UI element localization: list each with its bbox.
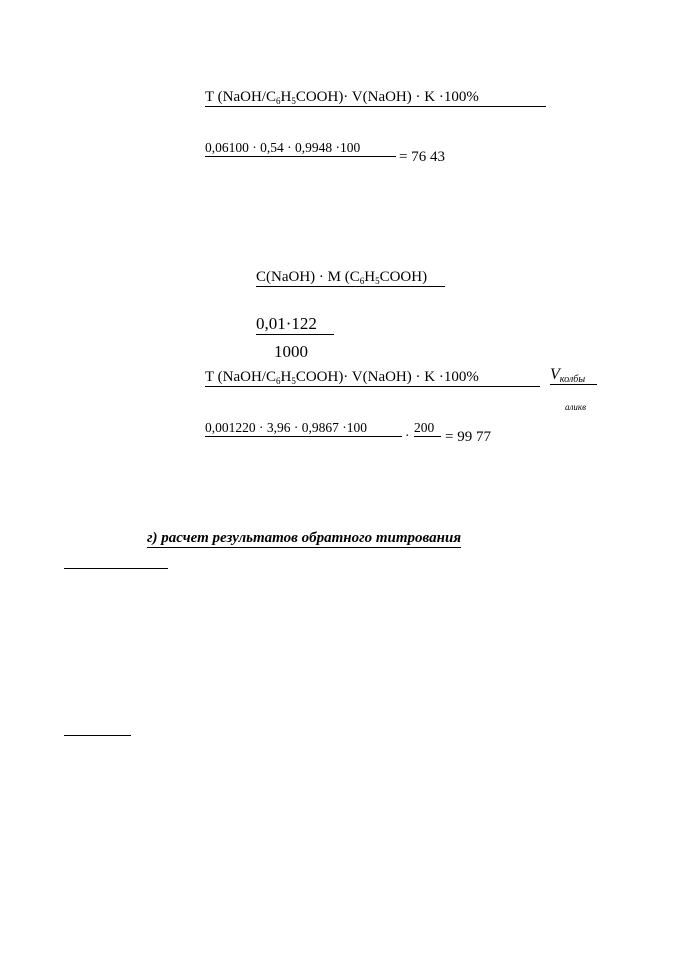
formula2-numerator: 0,01·122 — [256, 314, 334, 335]
blank-rule-2 — [64, 735, 131, 736]
volume-symbol: V — [550, 366, 560, 383]
formula1-calculation: 0,06100 · 0,54 · 0,9948 ·100 — [205, 140, 396, 157]
aliquot-label: аликв — [565, 402, 587, 412]
dilution-numerator: 200 — [414, 420, 441, 437]
formula1-numerator — [205, 88, 546, 107]
formula2-expression — [256, 268, 445, 287]
formula3-rest: COOH)· V(NaOH) · K ·100% — [295, 369, 479, 385]
formula2-c-label: C(NaOH) · M (C — [256, 269, 360, 285]
formula3-calculation: 0,001220 · 3,96 · 0,9867 ·100 — [205, 420, 402, 437]
subscript-5: 5 — [375, 276, 380, 286]
formula3-h: H — [280, 369, 292, 385]
flask-volume-fraction — [550, 366, 597, 385]
flask-subscript: колбы — [559, 374, 586, 385]
subscript-6: 6 — [359, 276, 365, 286]
subscript-6: 6 — [275, 376, 281, 386]
section-heading: г) расчет результатов обратного титрования — [147, 530, 462, 546]
subscript-5: 5 — [291, 96, 296, 106]
formula1-t-label: T (NaOH/C — [205, 89, 276, 105]
formula1-rest: COOH)· V(NaOH) · K ·100% — [295, 89, 479, 105]
formula3-numerator — [205, 368, 540, 387]
formula2-h: H — [364, 269, 376, 285]
formula2-rest: COOH) — [379, 269, 428, 285]
subscript-5: 5 — [291, 376, 296, 386]
formula2-denominator: 1000 — [274, 342, 308, 361]
formula1-result: = 76 43 — [399, 149, 445, 165]
formula3-t-label: T (NaOH/C — [205, 369, 276, 385]
formula3-result: = 99 77 — [445, 429, 491, 445]
multiply-dot: · — [405, 428, 410, 443]
formula1-h: H — [280, 89, 292, 105]
subscript-6: 6 — [275, 96, 281, 106]
blank-rule-1 — [64, 568, 168, 569]
